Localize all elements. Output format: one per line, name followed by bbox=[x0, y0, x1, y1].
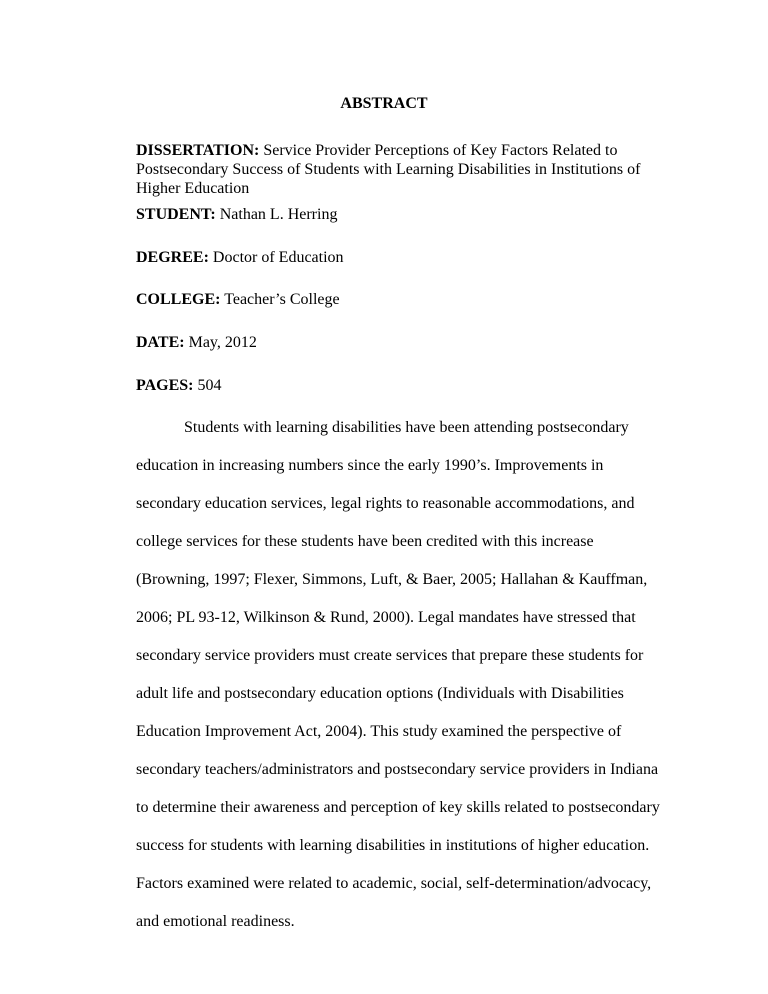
college-field bbox=[136, 290, 666, 309]
student-name: Nathan L. Herring bbox=[219, 206, 338, 223]
abstract-body: Students with learning disabilities have been attending postsecondary education in increasing numbers since the early 1990’s. Improvements in secondary education services, legal rights to reasonable accommodations, and college services for these students have been credited with this increase (Browning, 1997; Flexer, Simmons, Luft, & Baer, 2005; Hallahan & Kauffman, 2006; PL 93-12, Wilkinson & Rund, 2000). Legal mandates have stressed that secondary service providers must create services that prepare these students for adult life and postsecondary education options (Individuals with Disabilities Education Improvement Act, 2004). This study examined the perspective of secondary teachers/administrators and postsecondary service providers in Indiana to determine their awareness and perception of key skills related to postsecondary success for students with learning disabilities in institutions of higher education. Factors examined were related to academic, social, self-determination/advocacy, and emotional readiness. bbox=[136, 419, 660, 930]
student-label: STUDENT: bbox=[136, 206, 216, 223]
dissertation-field bbox=[136, 141, 666, 198]
degree-value: Doctor of Education bbox=[212, 249, 344, 266]
degree-label: DEGREE: bbox=[136, 249, 209, 266]
pages-label: PAGES: bbox=[136, 377, 194, 394]
date-field bbox=[136, 333, 666, 352]
student-field bbox=[136, 205, 666, 224]
date-label: DATE: bbox=[136, 334, 185, 351]
dissertation-label: DISSERTATION: bbox=[136, 142, 260, 159]
pages-value: 504 bbox=[197, 377, 222, 394]
degree-field bbox=[136, 248, 666, 267]
college-value: Teacher’s College bbox=[224, 291, 340, 308]
college-label: COLLEGE: bbox=[136, 291, 221, 308]
dissertation-title: Service Provider Perceptions of Key Factors Related to Postsecondary Success of Students with Learning Disabilities in Institutions of Higher Education bbox=[136, 142, 641, 197]
date-value: May, 2012 bbox=[188, 334, 257, 351]
abstract-heading: ABSTRACT bbox=[340, 95, 428, 112]
pages-field bbox=[136, 376, 666, 395]
